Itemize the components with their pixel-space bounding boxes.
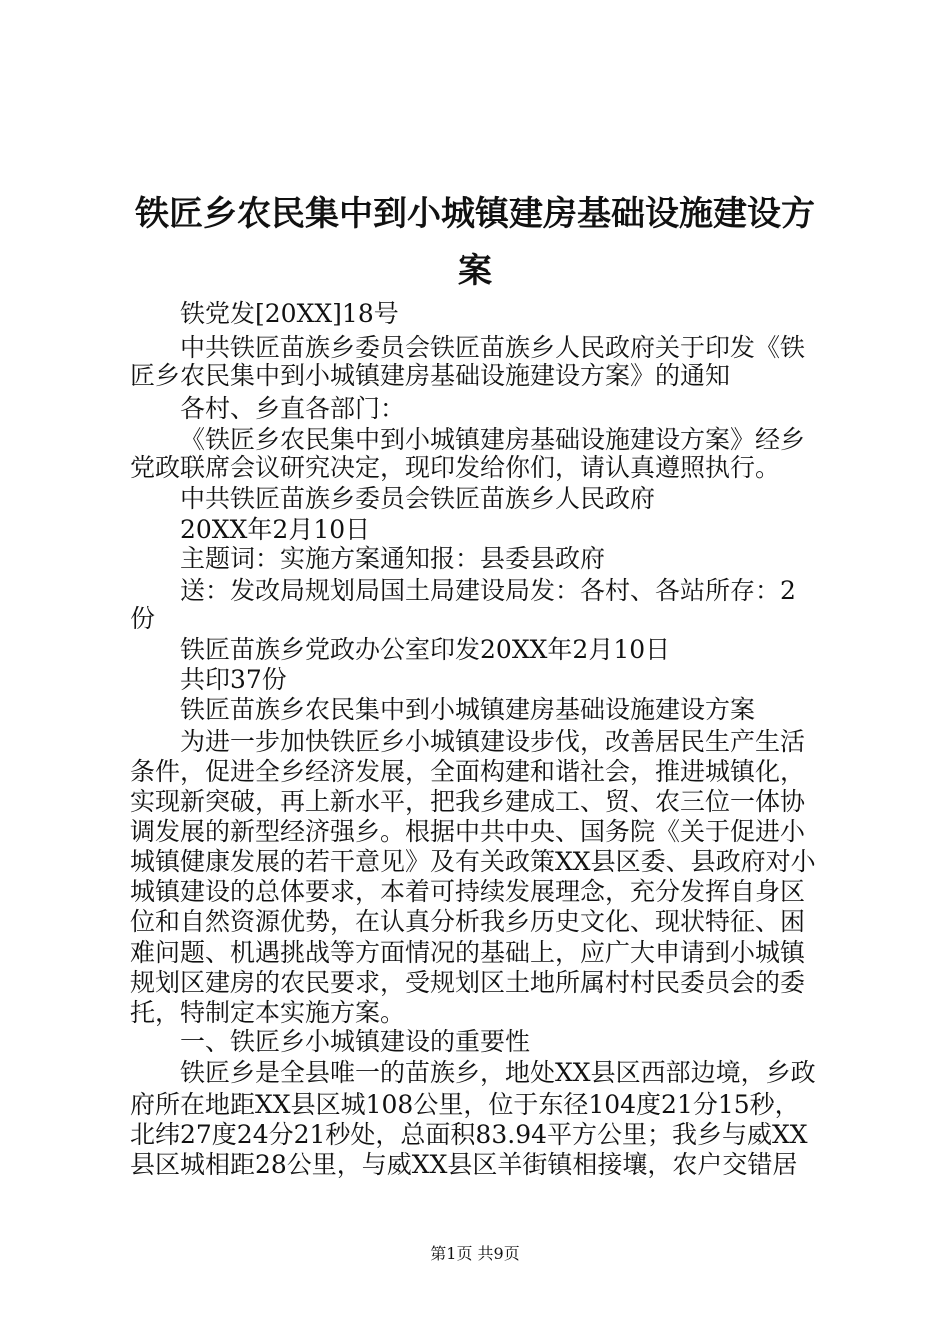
print-count: 共印37份 xyxy=(180,665,287,694)
issue-date: 20XX年2月10日 xyxy=(180,515,371,544)
subject-words: 主题词：实施方案通知报：县委县政府 xyxy=(180,544,606,573)
paragraph-line: 《铁匠乡农民集中到小城镇建房基础设施建设方案》经乡 xyxy=(180,425,806,454)
section-heading: 一、铁匠乡小城镇建设的重要性 xyxy=(180,1027,531,1056)
print-office: 铁匠苗族乡党政办公室印发20XX年2月10日 xyxy=(180,635,671,664)
paragraph-line: 条件，促进全乡经济发展，全面构建和谐社会，推进城镇化， xyxy=(130,757,806,786)
paragraph-line: 实现新突破，再上新水平，把我乡建成工、贸、农三位一体协 xyxy=(130,787,806,816)
addressee: 各村、乡直各部门： xyxy=(180,394,406,423)
paragraph-line: 党政联席会议研究决定，现印发给你们，请认真遵照执行。 xyxy=(130,453,781,482)
paragraph-line: 铁匠乡是全县唯一的苗族乡，地处XX县区西部边境，乡政 xyxy=(180,1058,816,1087)
paragraph-line: 城镇健康发展的若干意见》及有关政策XX县区委、县政府对小 xyxy=(130,847,816,876)
notice-title-line: 匠乡农民集中到小城镇建房基础设施建设方案》的通知 xyxy=(130,361,731,390)
paragraph-line: 调发展的新型经济强乡。根据中共中央、国务院《关于促进小 xyxy=(130,817,806,846)
paragraph-line: 城镇建设的总体要求，本着可持续发展理念，充分发挥自身区 xyxy=(130,877,806,906)
paragraph-line: 府所在地距XX县区城108公里，位于东径104度21分15秒， xyxy=(130,1090,800,1119)
issuer: 中共铁匠苗族乡委员会铁匠苗族乡人民政府 xyxy=(180,484,656,513)
paragraph-line: 北纬27度24分21秒处，总面积83.94平方公里；我乡与威XX xyxy=(130,1120,808,1149)
distribution-line: 送：发改局规划局国土局建设局发：各村、各站所存：2 xyxy=(180,576,796,605)
document-title-line-2: 案 xyxy=(458,251,492,291)
paragraph-line: 托，特制定本实施方案。 xyxy=(130,998,406,1027)
paragraph-line: 规划区建房的农民要求，受规划区土地所属村村民委员会的委 xyxy=(130,968,806,997)
paragraph-line: 为进一步加快铁匠乡小城镇建设步伐，改善居民生产生活 xyxy=(180,727,806,756)
paragraph-line: 难问题、机遇挑战等方面情况的基础上，应广大申请到小城镇 xyxy=(130,938,806,967)
doc-number: 铁党发[20XX]18号 xyxy=(180,299,399,328)
distribution-line: 份 xyxy=(130,604,156,633)
paragraph-line: 县区城相距28公里，与威XX县区羊街镇相接壤，农户交错居 xyxy=(130,1150,798,1179)
paragraph-line: 位和自然资源优势，在认真分析我乡历史文化、现状特征、困 xyxy=(130,907,806,936)
notice-title-line: 中共铁匠苗族乡委员会铁匠苗族乡人民政府关于印发《铁 xyxy=(180,333,806,362)
plan-title: 铁匠苗族乡农民集中到小城镇建房基础设施建设方案 xyxy=(180,695,756,724)
document-title-line-1: 铁匠乡农民集中到小城镇建房基础设施建设方 xyxy=(135,194,815,234)
page-footer: 第1页 共9页 xyxy=(430,1244,520,1263)
